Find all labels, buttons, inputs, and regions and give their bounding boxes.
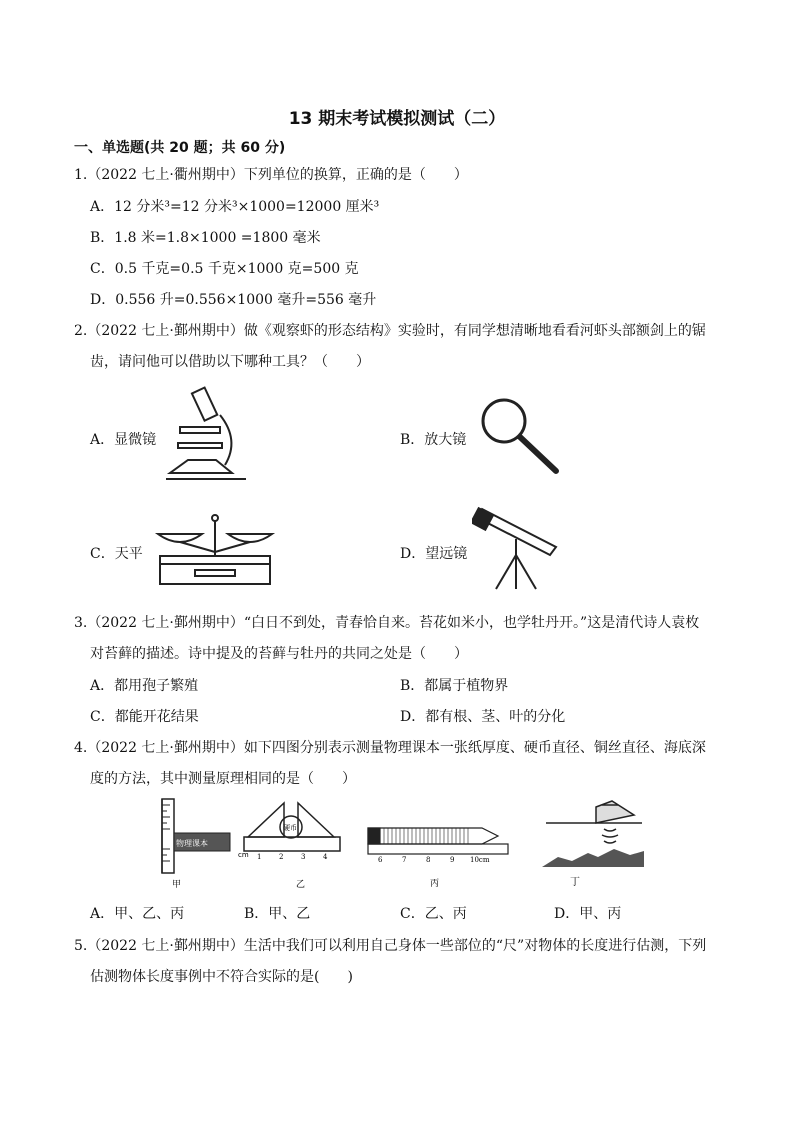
book-label: 物理课本: [176, 839, 208, 848]
question-4: 4.（2022 七上·鄞州期中）如下四图分别表示测量物理课本一张纸厚度、硬币直径、铜丝直径、海底深: [74, 740, 706, 756]
figure-ding: [538, 797, 648, 889]
ruler2-tick-3: 3: [301, 853, 306, 861]
section-heading: 一、单选题(共 20 题；共 60 分): [74, 140, 286, 156]
telescope-image: [472, 505, 564, 591]
question-5: 5.（2022 七上·鄞州期中）生活中我们可以利用自己身体一些部位的“尺”对物体的长度进行估测，下列: [74, 938, 707, 954]
ruler3-tick-10: 10cm: [470, 856, 490, 864]
label-ding: 丁: [570, 877, 580, 888]
q2-option-c: C．天平: [90, 546, 143, 562]
q2-option-b: B．放大镜: [400, 432, 467, 448]
ruler3-tick-7: 7: [402, 856, 407, 864]
q2-option-d: D．望远镜: [400, 546, 468, 562]
ruler3-tick-8: 8: [426, 856, 431, 864]
question-2-cont: 齿，请问他可以借助以下哪种工具？（ ）: [90, 354, 370, 370]
question-2: 2.（2022 七上·鄞州期中）做《观察虾的形态结构》实验时，有同学想清晰地看看河虾头部额剑上的锯: [74, 323, 706, 339]
question-1: 1.（2022 七上·衢州期中）下列单位的换算，正确的是（ ）: [74, 167, 468, 183]
q3-option-a: A．都用孢子繁殖: [90, 678, 199, 694]
q3-option-c: C．都能开花结果: [90, 709, 199, 725]
microscope-image: [160, 385, 250, 481]
q1-option-c: C．0.5 千克=0.5 千克×1000 克=500 克: [90, 261, 359, 277]
ruler2-tick-1: 1: [257, 853, 262, 861]
ruler2-unit: cm: [238, 851, 249, 859]
figure-yi: [236, 797, 346, 889]
q4-option-b: B．甲、乙: [244, 906, 311, 922]
q1-option-a: A．12 分米³=12 分米³×1000=12000 厘米³: [90, 199, 380, 215]
figure-bing: [364, 822, 514, 888]
balance-image: [150, 512, 280, 588]
q2-option-a: A．显微镜: [90, 432, 157, 448]
q4-option-a: A．甲、乙、丙: [90, 906, 185, 922]
q3-option-d: D．都有根、茎、叶的分化: [400, 709, 566, 725]
ruler3-tick-6: 6: [378, 856, 383, 864]
coin-label: 硬币: [283, 824, 297, 832]
q4-option-c: C．乙、丙: [400, 906, 467, 922]
question-4-cont: 度的方法，其中测量原理相同的是（ ）: [90, 771, 356, 787]
q1-option-b: B．1.8 米=1.8×1000 =1800 毫米: [90, 230, 321, 246]
label-yi: 乙: [296, 880, 306, 889]
ruler2-tick-2: 2: [279, 853, 284, 861]
q4-option-d: D．甲、丙: [554, 906, 622, 922]
q3-option-b: B．都属于植物界: [400, 678, 509, 694]
figure-jia: [150, 797, 235, 889]
q1-option-d: D．0.556 升=0.556×1000 毫升=556 毫升: [90, 292, 377, 308]
question-3: 3.（2022 七上·鄞州期中）“白日不到处，青春恰自来。苔花如米小，也学牡丹开。”这是清代诗人袁枚: [74, 615, 700, 631]
page-title: 13 期末考试模拟测试（二）: [288, 109, 506, 129]
label-bing: 丙: [430, 879, 440, 888]
ruler3-tick-9: 9: [450, 856, 455, 864]
label-jia: 甲: [172, 880, 182, 889]
magnifier-image: [476, 395, 560, 475]
question-5-cont: 估测物体长度事例中不符合实际的是( ): [90, 969, 353, 985]
ruler2-tick-4: 4: [323, 853, 328, 861]
question-3-cont: 对苔藓的描述。诗中提及的苔藓与牡丹的共同之处是（ ）: [90, 646, 468, 662]
